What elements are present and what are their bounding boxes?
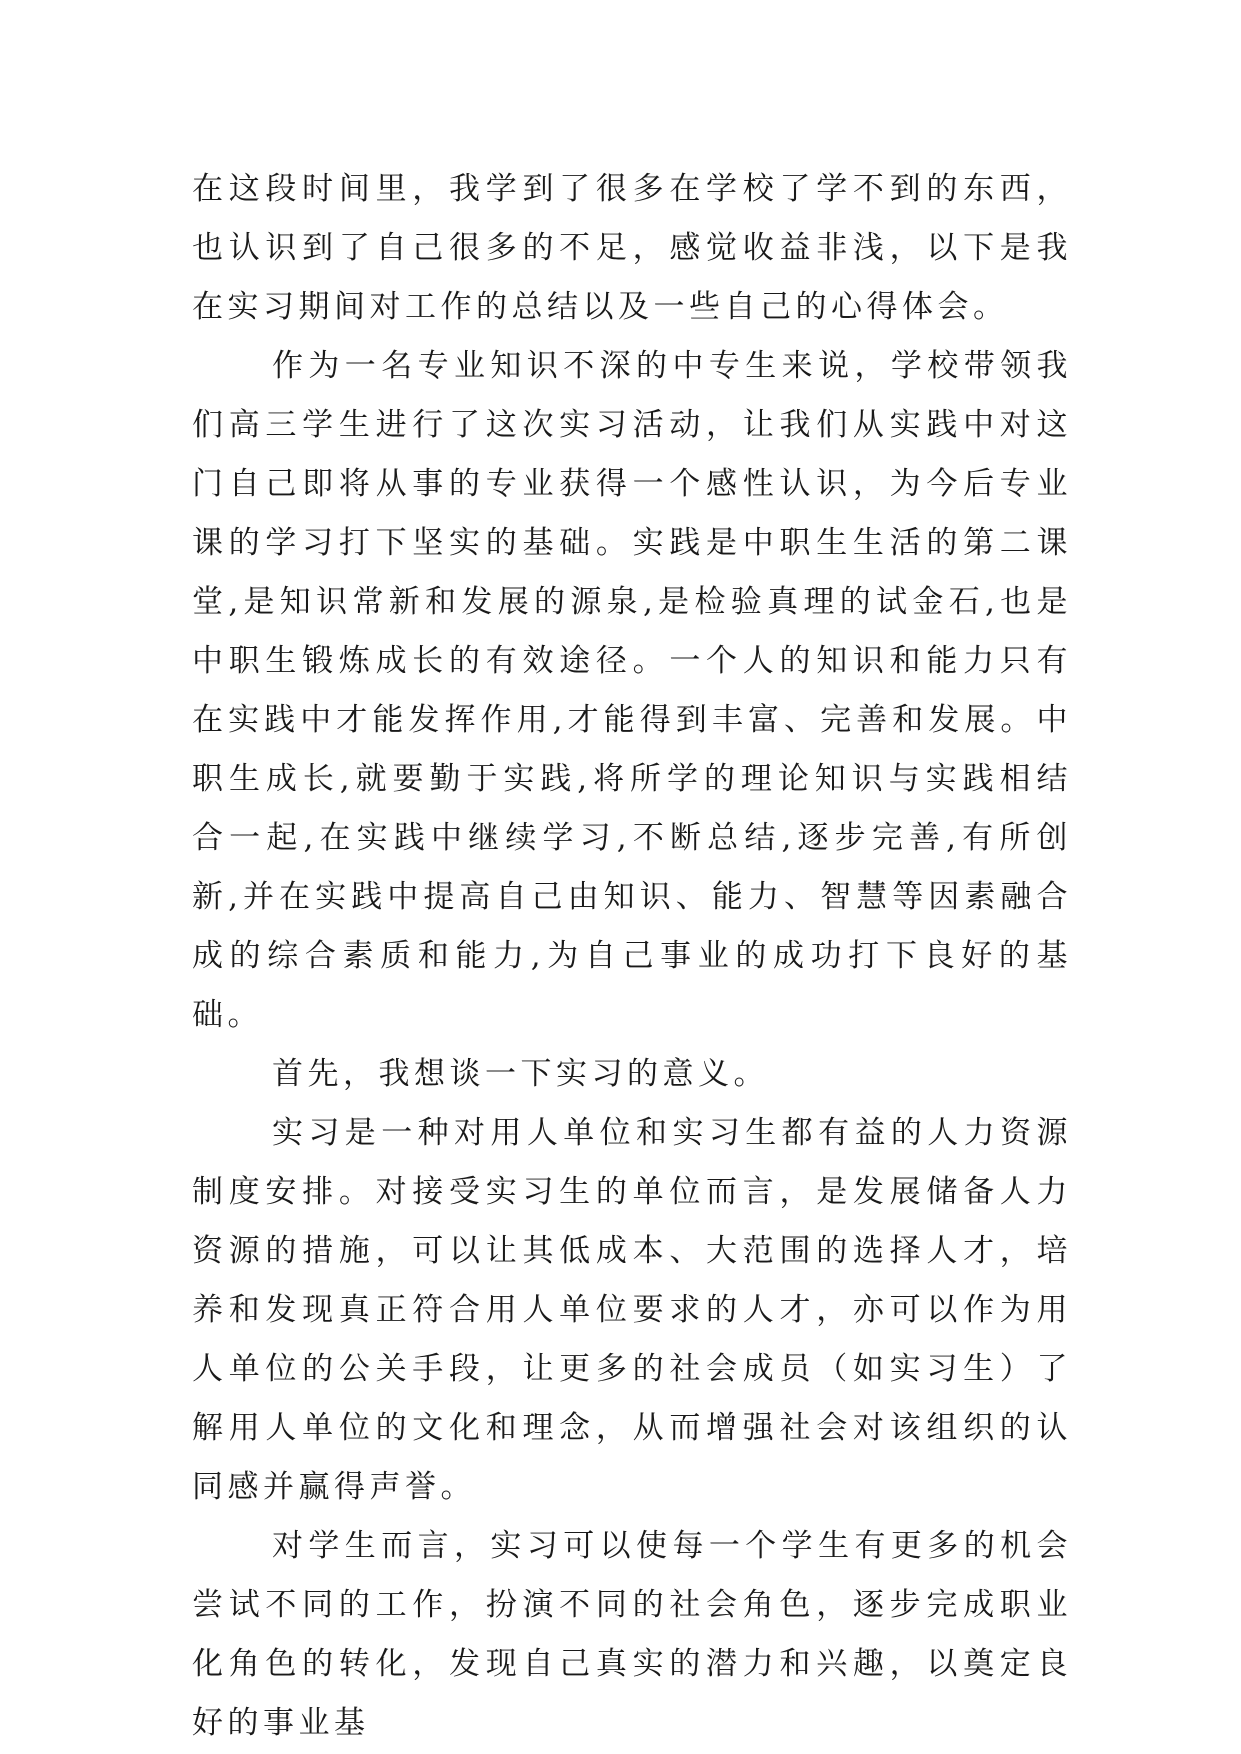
body-text [192, 160, 1072, 1753]
paragraph-2: 作为一名专业知识不深的中专生来说，学校带领我们高三学生进行了这次实习活动，让我们从实践中对这门自己即将从事的专业获得一个感性认识，为今后专业课的学习打下坚实的基础。实践是中职生生活的第二课堂,是知识常新和发展的源泉,是检验真理的试金石,也是中职生锻炼成长的有效途径。一个人的知识和能力只有在实践中才能发挥作用,才能得到丰富、完善和发展。中职生成长,就要勤于实践,将所学的理论知识与实践相结合一起,在实践中继续学习,不断总结,逐步完善,有所创新,并在实践中提高自己由知识、能力、智慧等因素融合成的综合素质和能力,为自己事业的成功打下良好的基础。 [192, 348, 1072, 1033]
paragraph-3: 首先，我想谈一下实习的意义。 [272, 1056, 769, 1092]
paragraph-5: 对学生而言，实习可以使每一个学生有更多的机会尝试不同的工作，扮演不同的社会角色，逐步完成职业化角色的转化，发现自己真实的潜力和兴趣，以奠定良好的事业基 [192, 1528, 1072, 1741]
paragraph-1: 在这段时间里，我学到了很多在学校了学不到的东西，也认识到了自己很多的不足，感觉收益非浅，以下是我在实习期间对工作的总结以及一些自己的心得体会。 [192, 171, 1072, 325]
paragraph-4: 实习是一种对用人单位和实习生都有益的人力资源制度安排。对接受实习生的单位而言，是发展储备人力资源的措施，可以让其低成本、大范围的选择人才，培养和发现真正符合用人单位要求的人才，亦可以作为用人单位的公关手段，让更多的社会成员（如实习生）了解用人单位的文化和理念，从而增强社会对该组织的认同感并赢得声誉。 [192, 1115, 1072, 1505]
